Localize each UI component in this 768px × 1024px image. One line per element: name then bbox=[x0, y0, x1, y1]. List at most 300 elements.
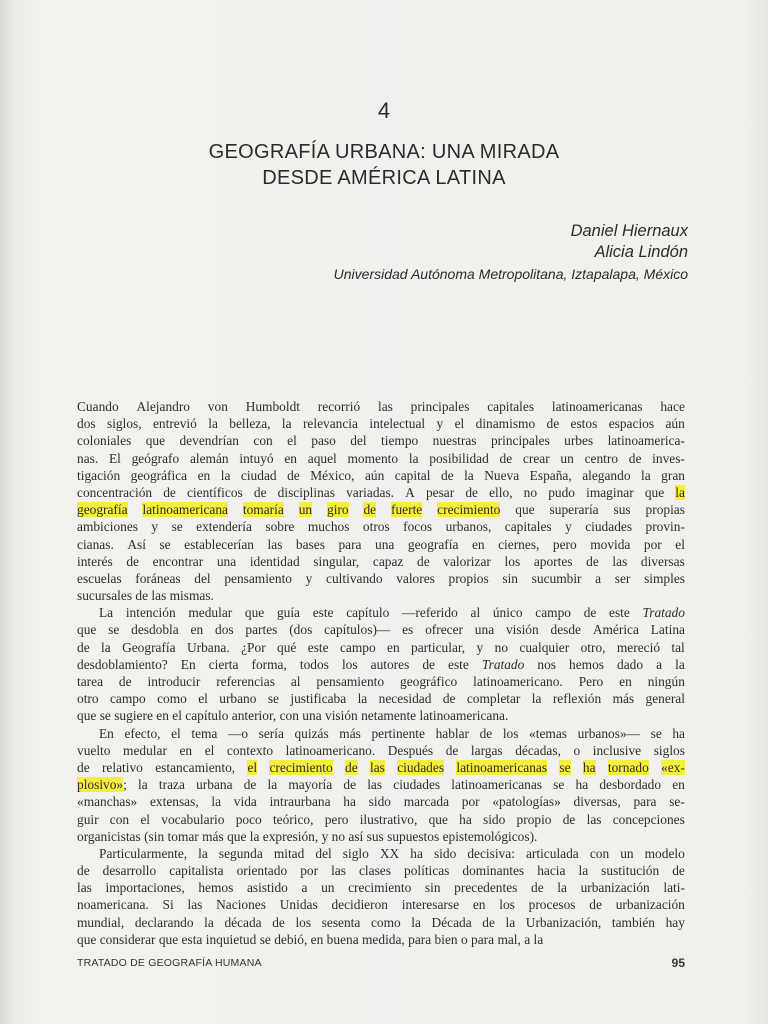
word: Así bbox=[127, 536, 146, 552]
word: propio bbox=[516, 811, 552, 827]
word: Urbanización, bbox=[525, 914, 602, 930]
word: desde bbox=[550, 622, 582, 638]
word: con bbox=[279, 708, 299, 724]
author-name: Daniel Hiernaux bbox=[570, 222, 688, 240]
word: netamente bbox=[361, 708, 417, 724]
word: ¿Por bbox=[241, 639, 266, 655]
word: se bbox=[259, 931, 271, 947]
word: de bbox=[422, 656, 435, 672]
word: la bbox=[675, 484, 685, 500]
word: la bbox=[211, 794, 222, 810]
word: el bbox=[171, 725, 181, 741]
word: En bbox=[99, 725, 114, 741]
word: cierta bbox=[208, 656, 239, 672]
word: este bbox=[609, 605, 630, 621]
word: tomaría bbox=[242, 502, 284, 518]
word: mismas. bbox=[169, 588, 214, 604]
word: que bbox=[158, 931, 179, 947]
word: pero bbox=[324, 811, 349, 827]
word: en bbox=[284, 450, 297, 466]
word: expresión, bbox=[262, 828, 319, 844]
word: de bbox=[482, 914, 495, 930]
word: bien bbox=[434, 931, 458, 947]
word: a bbox=[595, 570, 602, 586]
word: autores bbox=[370, 656, 410, 672]
word: debió, bbox=[274, 931, 308, 947]
word: provin- bbox=[645, 519, 685, 535]
word: sin bbox=[502, 570, 519, 586]
word: o bbox=[460, 931, 468, 947]
word: la bbox=[220, 467, 231, 483]
word: imaginar bbox=[586, 484, 634, 500]
word: de bbox=[586, 553, 599, 569]
word: urbanos, bbox=[445, 519, 492, 535]
word: otro bbox=[77, 691, 99, 707]
word: en bbox=[310, 931, 324, 947]
word: de bbox=[445, 742, 459, 758]
text-line bbox=[77, 879, 685, 896]
word: la bbox=[267, 777, 278, 793]
word: de bbox=[77, 639, 90, 655]
word: siglo bbox=[342, 845, 369, 861]
word: de bbox=[243, 777, 257, 793]
word: que bbox=[77, 708, 97, 724]
word: fuerte bbox=[391, 502, 423, 518]
word: sucursales bbox=[77, 588, 133, 604]
word: tema bbox=[191, 725, 218, 741]
word: así bbox=[348, 828, 364, 844]
word: dinamismo bbox=[475, 416, 536, 432]
word: más bbox=[202, 828, 224, 844]
word: visión bbox=[505, 622, 539, 638]
paragraph bbox=[77, 725, 685, 845]
chapter-number: 4 bbox=[377, 98, 391, 123]
word: las bbox=[612, 553, 628, 569]
word: pero bbox=[552, 536, 577, 552]
word: de bbox=[440, 467, 454, 483]
word: Unidas bbox=[279, 897, 318, 913]
word: referencias bbox=[216, 674, 275, 689]
text-line bbox=[77, 690, 685, 707]
word: vida bbox=[233, 794, 257, 810]
word: largas bbox=[470, 742, 503, 758]
word: la bbox=[557, 880, 567, 896]
word: se bbox=[108, 622, 120, 638]
word: Humboldt bbox=[245, 399, 300, 414]
word: no bbox=[523, 484, 538, 500]
word: pertinente bbox=[371, 725, 425, 741]
word: es bbox=[402, 622, 414, 638]
word: las bbox=[77, 880, 92, 896]
word: de bbox=[126, 553, 139, 569]
word: —o bbox=[227, 725, 249, 741]
word: mereció bbox=[616, 639, 661, 655]
word: capaz bbox=[372, 553, 404, 569]
word: tornado bbox=[607, 759, 649, 775]
word: de bbox=[272, 914, 285, 930]
word: de bbox=[442, 691, 456, 707]
running-footer-title: TRATADO DE GEOGRAFÍA HUMANA bbox=[77, 957, 262, 969]
word: capitales bbox=[504, 519, 552, 535]
word: giro bbox=[327, 502, 349, 518]
word: capital bbox=[394, 467, 431, 483]
word: que bbox=[428, 811, 448, 827]
word: no bbox=[494, 639, 509, 655]
word: cualquier bbox=[519, 639, 570, 655]
word: de bbox=[628, 450, 642, 466]
word: la bbox=[198, 845, 208, 861]
word: en bbox=[471, 536, 485, 552]
text-line bbox=[77, 725, 685, 742]
word: identidad bbox=[249, 553, 300, 569]
word: con bbox=[589, 845, 610, 861]
word: (sin bbox=[144, 828, 165, 844]
word: geográfico bbox=[400, 674, 458, 689]
word: coloniales bbox=[77, 433, 132, 449]
word: el bbox=[454, 416, 465, 432]
word: centro bbox=[584, 450, 619, 466]
word: siglos bbox=[653, 742, 685, 758]
word: asistido bbox=[246, 880, 288, 896]
word: con bbox=[109, 811, 130, 827]
word: los bbox=[341, 656, 358, 672]
word: único bbox=[492, 605, 523, 621]
word: también bbox=[611, 914, 655, 930]
word: organicistas bbox=[77, 828, 141, 844]
word: la bbox=[533, 931, 544, 947]
word: declarando bbox=[134, 914, 194, 930]
word: de bbox=[546, 416, 560, 432]
word: posibilidad bbox=[429, 450, 489, 466]
word: alegando bbox=[582, 467, 631, 483]
word: al bbox=[470, 605, 481, 621]
word: «temas bbox=[529, 725, 567, 741]
word: dominantes bbox=[462, 863, 525, 879]
word: que bbox=[145, 433, 166, 449]
word: otro, bbox=[580, 639, 606, 655]
word: alemán bbox=[189, 450, 229, 466]
word: la bbox=[101, 639, 111, 655]
chapter-title-line-2: DESDE AMÉRICA LATINA bbox=[262, 167, 506, 189]
word: campo bbox=[535, 605, 571, 621]
word: las bbox=[267, 536, 283, 552]
word: de bbox=[562, 811, 576, 827]
text-line bbox=[77, 742, 685, 759]
text-line bbox=[77, 845, 685, 862]
text-line bbox=[77, 896, 685, 913]
word: latinoamericanas bbox=[456, 759, 548, 775]
word: partes bbox=[245, 622, 278, 638]
word: nos bbox=[537, 656, 556, 672]
text-line bbox=[77, 415, 685, 432]
word: la bbox=[505, 914, 516, 930]
word: aún bbox=[665, 416, 685, 432]
word: principales bbox=[410, 399, 470, 414]
word: se bbox=[559, 759, 571, 775]
word: Naciones bbox=[216, 897, 266, 913]
word: campo bbox=[109, 691, 146, 707]
author-block bbox=[334, 221, 688, 284]
word: que bbox=[77, 931, 97, 947]
word: que bbox=[227, 828, 247, 844]
word: a bbox=[524, 931, 531, 947]
word: del bbox=[315, 845, 332, 861]
word: relevancia bbox=[302, 416, 358, 432]
word: de bbox=[163, 484, 176, 500]
word: medular bbox=[188, 605, 233, 621]
word: en bbox=[472, 897, 486, 913]
word: desbordado bbox=[599, 777, 662, 793]
word: más bbox=[339, 725, 361, 741]
word: científicos bbox=[186, 484, 243, 500]
word: el bbox=[172, 708, 182, 724]
word: de bbox=[77, 759, 90, 775]
word: decidieron bbox=[331, 897, 388, 913]
word: Si bbox=[162, 897, 174, 913]
word: Particularmente, bbox=[99, 845, 188, 861]
word: y bbox=[305, 570, 313, 586]
word: Pero bbox=[578, 674, 604, 689]
word: urbanización bbox=[615, 897, 685, 913]
word: ilustrativo, bbox=[359, 811, 418, 827]
text-line bbox=[77, 914, 685, 931]
word: de bbox=[465, 484, 478, 500]
word: sería bbox=[258, 725, 284, 741]
word: se bbox=[159, 536, 171, 552]
word: poco bbox=[235, 811, 262, 827]
word: cultivando bbox=[326, 570, 383, 586]
word: de bbox=[531, 880, 544, 896]
word: este bbox=[448, 656, 469, 672]
word: las bbox=[586, 811, 602, 827]
word: de bbox=[499, 450, 513, 466]
word: del bbox=[350, 433, 367, 449]
chapter-title bbox=[0, 139, 768, 191]
word: capítulo bbox=[185, 708, 229, 724]
word: orientado bbox=[236, 863, 288, 879]
word: latinoamericano. bbox=[473, 674, 563, 689]
word: propios bbox=[448, 570, 489, 586]
word: la bbox=[531, 691, 542, 707]
word: en bbox=[179, 742, 193, 758]
word: con bbox=[253, 433, 273, 449]
word: en bbox=[619, 674, 632, 689]
word: momento bbox=[347, 450, 399, 466]
word: ambiciones bbox=[77, 519, 138, 535]
word: década bbox=[224, 914, 262, 930]
word: sucumbir bbox=[531, 570, 582, 586]
text-line bbox=[77, 467, 685, 484]
word: América bbox=[592, 622, 639, 638]
word: ciudades bbox=[393, 777, 441, 793]
text-line bbox=[77, 776, 685, 793]
word: y bbox=[476, 639, 484, 655]
word: concepciones bbox=[612, 811, 685, 827]
body-text bbox=[77, 398, 685, 948]
word: el bbox=[198, 691, 208, 707]
text-line bbox=[77, 656, 685, 673]
word: inclusive bbox=[592, 742, 642, 758]
word: la bbox=[408, 450, 419, 466]
word: aún bbox=[364, 467, 385, 483]
word: se bbox=[267, 691, 279, 707]
word: establecerían bbox=[184, 536, 255, 552]
word: supuestos bbox=[387, 828, 440, 844]
word: pensamiento bbox=[224, 570, 292, 586]
word: movida bbox=[590, 536, 631, 552]
text-line bbox=[77, 621, 685, 638]
word: a bbox=[301, 880, 308, 896]
word: mayoría bbox=[288, 777, 333, 793]
word: otros bbox=[362, 519, 390, 535]
word: Geografía bbox=[122, 639, 176, 655]
text-line bbox=[77, 931, 685, 948]
word: un bbox=[620, 845, 634, 861]
word: urbanos»— bbox=[577, 725, 641, 741]
word: latinoamericana bbox=[142, 502, 228, 518]
word: se- bbox=[669, 794, 685, 810]
word: plosivo»; bbox=[77, 777, 127, 793]
word: latinoamericanas bbox=[551, 399, 643, 414]
word: crecimiento bbox=[437, 502, 501, 518]
word: sido bbox=[368, 794, 391, 810]
word: necesidad bbox=[378, 691, 432, 707]
word: intelectual bbox=[369, 416, 426, 432]
word: una bbox=[474, 622, 495, 638]
word: la bbox=[208, 416, 218, 432]
word: de bbox=[672, 863, 685, 879]
word: sugiere bbox=[114, 708, 153, 724]
chapter-title-line-1: GEOGRAFÍA URBANA: UNA MIRADA bbox=[208, 141, 560, 163]
word: urbano bbox=[219, 691, 257, 707]
word: ciudades bbox=[397, 759, 445, 775]
word: —referido bbox=[402, 605, 458, 621]
word: pudo bbox=[548, 484, 575, 500]
word: y bbox=[321, 828, 329, 844]
word: crecimiento bbox=[269, 759, 333, 775]
word: para bbox=[471, 931, 495, 947]
word: interés bbox=[77, 553, 113, 569]
word: y bbox=[565, 519, 572, 535]
word: capitalista bbox=[169, 863, 224, 879]
word: crear bbox=[522, 450, 550, 466]
text-line bbox=[77, 673, 685, 690]
word: tigación bbox=[77, 467, 121, 483]
word: Alejandro bbox=[136, 399, 190, 414]
word: hemos bbox=[198, 880, 234, 896]
word: de bbox=[77, 863, 90, 879]
word: hablar bbox=[435, 725, 470, 741]
word: vuelto bbox=[77, 742, 111, 758]
word: A bbox=[405, 484, 415, 500]
text-line bbox=[77, 811, 685, 828]
paragraph bbox=[77, 845, 685, 948]
word: ha bbox=[343, 794, 356, 810]
word: (dos bbox=[289, 622, 313, 638]
word: capítulo bbox=[346, 605, 390, 621]
word: como bbox=[370, 914, 401, 930]
word: nas. bbox=[77, 450, 99, 466]
word: de bbox=[287, 467, 300, 483]
word: los bbox=[295, 914, 312, 930]
word: ningún bbox=[647, 674, 685, 689]
word: y bbox=[151, 519, 159, 535]
word: sus bbox=[613, 502, 631, 518]
word: pensamiento bbox=[316, 674, 385, 689]
word: von bbox=[207, 399, 228, 414]
word: de bbox=[253, 484, 267, 500]
word: intraurbana bbox=[269, 794, 331, 810]
word: tiempo bbox=[381, 433, 419, 449]
text-line bbox=[77, 759, 685, 776]
word: hacia bbox=[537, 863, 566, 879]
word: de bbox=[118, 674, 132, 689]
word: décadas, bbox=[515, 742, 561, 758]
word: XX bbox=[379, 845, 400, 861]
word: se bbox=[553, 777, 565, 793]
word: mitad bbox=[273, 845, 305, 861]
word: una bbox=[375, 536, 395, 552]
word: hemos bbox=[569, 656, 604, 672]
word: disciplinas bbox=[277, 484, 335, 500]
word: se bbox=[650, 725, 662, 741]
text-line bbox=[77, 707, 685, 724]
word: anterior, bbox=[231, 708, 277, 724]
word: «ex- bbox=[661, 759, 685, 775]
word: latinoamericano. bbox=[285, 742, 376, 758]
word: en bbox=[156, 708, 169, 724]
word: España, bbox=[529, 467, 572, 483]
word: completar bbox=[466, 691, 521, 707]
word: interesarse bbox=[401, 897, 460, 913]
word: lati- bbox=[663, 880, 685, 896]
word: sin bbox=[424, 880, 441, 896]
word: encontrar bbox=[152, 553, 204, 569]
word: los bbox=[502, 725, 519, 741]
word: reflexión bbox=[552, 691, 602, 707]
word: «manchas» bbox=[77, 794, 138, 810]
word: inquietud bbox=[205, 931, 257, 947]
word: y bbox=[436, 416, 444, 432]
word: sido bbox=[483, 811, 506, 827]
word: en bbox=[672, 777, 685, 793]
text-line bbox=[77, 639, 685, 656]
word: precedentes bbox=[454, 880, 518, 896]
word: Cuando bbox=[77, 399, 119, 414]
word: propias bbox=[645, 502, 685, 518]
word: los bbox=[499, 897, 515, 913]
word: las bbox=[151, 588, 167, 604]
word: geografía bbox=[407, 536, 459, 552]
text-line bbox=[77, 432, 685, 449]
word: ha bbox=[582, 759, 596, 775]
word: de bbox=[417, 553, 430, 569]
word: El bbox=[108, 450, 121, 466]
word: sesenta bbox=[321, 914, 361, 930]
author-affiliation: Universidad Autónoma Metropolitana, Iztapalapa, México bbox=[333, 266, 688, 282]
word: un bbox=[321, 880, 335, 896]
word: una bbox=[216, 553, 237, 569]
word: un bbox=[560, 450, 574, 466]
paragraph bbox=[77, 604, 685, 724]
word: por bbox=[643, 536, 662, 552]
word: aquel bbox=[307, 450, 337, 466]
word: extendería bbox=[196, 519, 252, 535]
word: un bbox=[298, 502, 313, 518]
word: en bbox=[387, 639, 400, 655]
word: dos bbox=[77, 416, 96, 432]
word: en bbox=[190, 622, 204, 638]
